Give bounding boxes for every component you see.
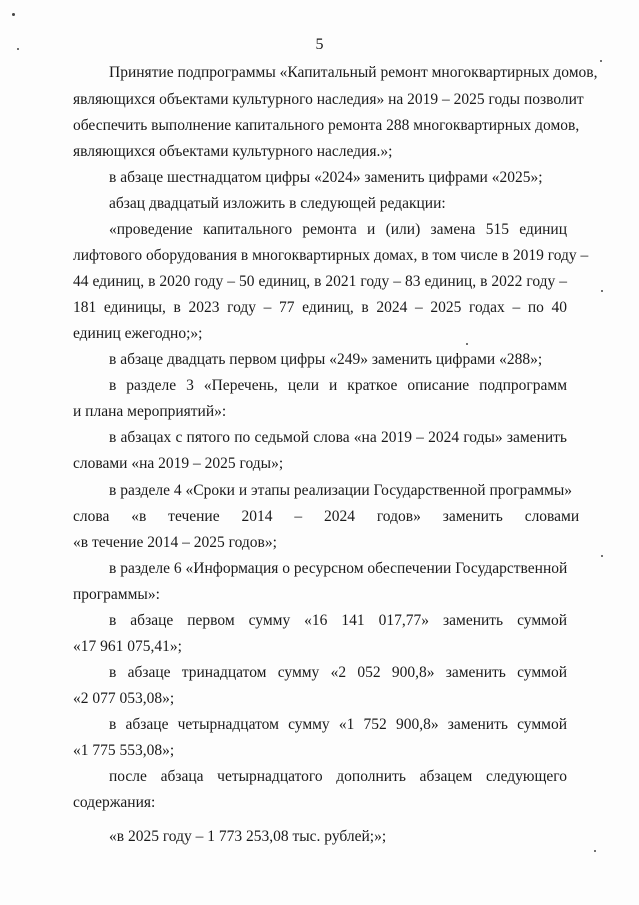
- paragraph-line: содержания:: [73, 794, 156, 811]
- paragraph-line: и плана мероприятий»:: [73, 403, 227, 420]
- paragraph-line: после абзаца четырнадцатого дополнить абзацем следующего: [109, 768, 567, 785]
- paragraph-line: в разделе 3 «Перечень, цели и краткое описание подпрограмм: [109, 377, 567, 394]
- paragraph-line: в абзацах с пятого по седьмой слова «на 2019 – 2024 годы» заменить: [109, 429, 567, 446]
- paragraph-line: 44 единиц, в 2020 году – 50 единиц, в 2021 году – 83 единиц, в 2022 году –: [73, 273, 567, 290]
- paragraph-line: являющихся объектами культурного наследия.»;: [73, 143, 393, 160]
- paragraph-line: «в 2025 году – 1 773 253,08 тыс. рублей;»;: [109, 828, 387, 845]
- page-number: 5: [315, 36, 324, 53]
- paragraph-line: в абзаце первом сумму «16 141 017,77» заменить суммой: [109, 612, 567, 629]
- paragraph-line: в абзаце двадцать первом цифры «249» заменить цифрами «288»;: [109, 351, 543, 368]
- paragraph-line: 181 единицы, в 2023 году – 77 единиц, в 2024 – 2025 годах – по 40: [73, 299, 567, 316]
- paragraph-line: в абзаце тринадцатом сумму «2 052 900,8» заменить суммой: [109, 664, 567, 681]
- paragraph-line: абзац двадцатый изложить в следующей редакции:: [109, 195, 446, 212]
- paragraph-line: «проведение капитального ремонта и (или) замена 515 единиц: [109, 221, 567, 238]
- paragraph-line: в абзаце четырнадцатом сумму «1 752 900,8» заменить суммой: [109, 716, 567, 733]
- paragraph-line: в абзаце шестнадцатом цифры «2024» заменить цифрами «2025»;: [109, 169, 543, 186]
- scan-speck: [466, 343, 468, 345]
- scan-speck: [12, 13, 15, 16]
- scan-speck: [600, 60, 602, 62]
- paragraph-line: программы»:: [73, 586, 160, 603]
- paragraph-line: «в течение 2014 – 2025 годов»;: [73, 534, 277, 551]
- paragraph-line: обеспечить выполнение капитального ремонта 288 многоквартирных домов,: [73, 117, 580, 134]
- paragraph-line: «1 775 553,08»;: [73, 742, 175, 759]
- paragraph-line: словами «на 2019 – 2025 годы»;: [73, 455, 284, 472]
- paragraph-line: в разделе 4 «Сроки и этапы реализации Государственной программы»: [109, 482, 573, 499]
- paragraph-line: «2 077 053,08»;: [73, 690, 175, 707]
- paragraph-line: являющихся объектами культурного наследия» на 2019 – 2025 годы позволит: [73, 91, 584, 108]
- paragraph-line: слова «в течение 2014 – 2024 годов» заменить словами: [73, 508, 580, 525]
- paragraph-line: Принятие подпрограммы «Капитальный ремонт многоквартирных домов,: [109, 64, 598, 81]
- scan-speck: [601, 555, 603, 557]
- scan-speck: [17, 48, 19, 50]
- paragraph-line: лифтового оборудования в многоквартирных домах, в том числе в 2019 году –: [73, 247, 589, 264]
- scan-speck: [601, 290, 603, 292]
- paragraph-line: единиц ежегодно;»;: [73, 325, 203, 342]
- paragraph-line: в разделе 6 «Информация о ресурсном обеспечении Государственной: [109, 560, 568, 577]
- paragraph-line: «17 961 075,41»;: [73, 638, 182, 655]
- scan-speck: [594, 850, 596, 852]
